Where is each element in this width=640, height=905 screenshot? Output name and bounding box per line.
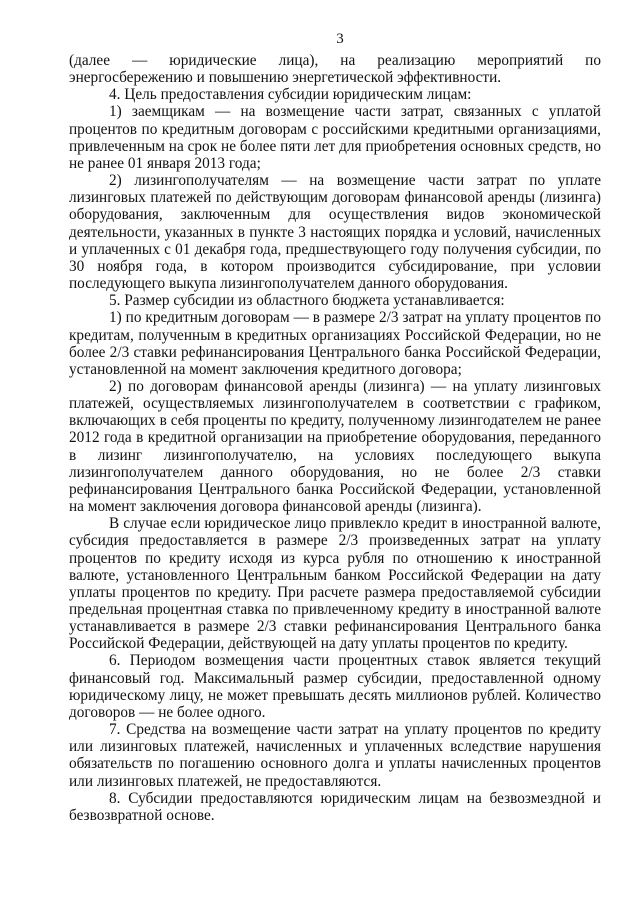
document-body (69, 52, 601, 824)
paragraph-item-7: 7. Средства на возмещение части затрат на уплату процентов по кредиту или лизинговых платежей, начисленных и уплаченных вследствие нарушения обязательств по погашению основного долга и уплаты начисленных процентов или лизинговых платежей, не предоставляются. (69, 721, 601, 790)
paragraph-item-8: 8. Субсидии предоставляются юридическим лицам на безвозмездной и безвозвратной основе. (69, 789, 601, 824)
paragraph-item-4: 4. Цель предоставления субсидии юридическим лицам: (109, 86, 472, 104)
paragraph-item-5: 5. Размер субсидии из областного бюджета устанавливается: (109, 292, 505, 310)
paragraph-item-4-2: 2) лизингополучателям — на возмещение части затрат по уплате лизинговых платежей по действующим договорам финансовой аренды (лизинга) оборудования, заключенным для осуществления видов экономической деятельности, указанных в пункте 3 настоящих порядка и условий, начисленных и уплаченных с 01 декабря года, предшествующего году получения субсидии, по 30 ноября года, в котором производится субсидирование, при условии последующего выкупа лизингополучателем данного оборудования. (69, 172, 601, 293)
paragraph-continuation: (далее — юридические лица), на реализацию мероприятий по энергосбережению и повышению энергетической эффективности. (69, 52, 601, 87)
paragraph-item-6: 6. Периодом возмещения части процентных ставок является текущий финансовый год. Максимальный размер субсидии, предоставленной одному юридическому лицу, не может превышать десять миллионов рублей. Количество договоров — не более одного. (69, 652, 601, 721)
paragraph-foreign-currency: В случае если юридическое лицо привлекло кредит в иностранной валюте, субсидия предоставляется в размере 2/3 произведенных затрат на уплату процентов по кредиту исходя из курса рубля по отношению к иностранной валюте, установленного Центральным банком Российской Федерации на дату уплаты процентов по кредиту. При расчете размера предоставляемой субсидии предельная процентная ставка по привлеченному кредиту в иностранной валюте устанавливается в размере 2/3 ставки рефинансирования Центрального банка Российской Федерации, действующей на дату уплаты процентов по кредиту. (69, 515, 601, 653)
paragraph-item-5-2: 2) по договорам финансовой аренды (лизинга) — на уплату лизинговых платежей, осуществляемых лизингополучателем в соответствии с графиком, включающих в себя проценты по кредиту, полученному лизингодателем не ранее 2012 года в кредитной организации на приобретение оборудования, переданного в лизинг лизингополучателю, на условиях последующего выкупа лизингополучателем данного оборудования, но не более 2/3 ставки рефинансирования Центрального банка Российской Федерации, установленной на момент заключения договора финансовой аренды (лизинга). (69, 377, 601, 516)
paragraph-item-4-1: 1) заемщикам — на возмещение части затрат, связанных с уплатой процентов по кредитным договорам с российскими кредитными организациями, привлеченным на срок не более пяти лет для приобретения основных средств, но не ранее 01 января 2013 года; (69, 103, 601, 172)
paragraph-item-5-1: 1) по кредитным договорам — в размере 2/3 затрат на уплату процентов по кредитам, полученным в кредитных организациях Российской Федерации, но не более 2/3 ставки рефинансирования Центрального банка Российской Федерации, установленной на момент заключения кредитного договора; (69, 309, 601, 378)
page-number: 3 (336, 31, 344, 47)
